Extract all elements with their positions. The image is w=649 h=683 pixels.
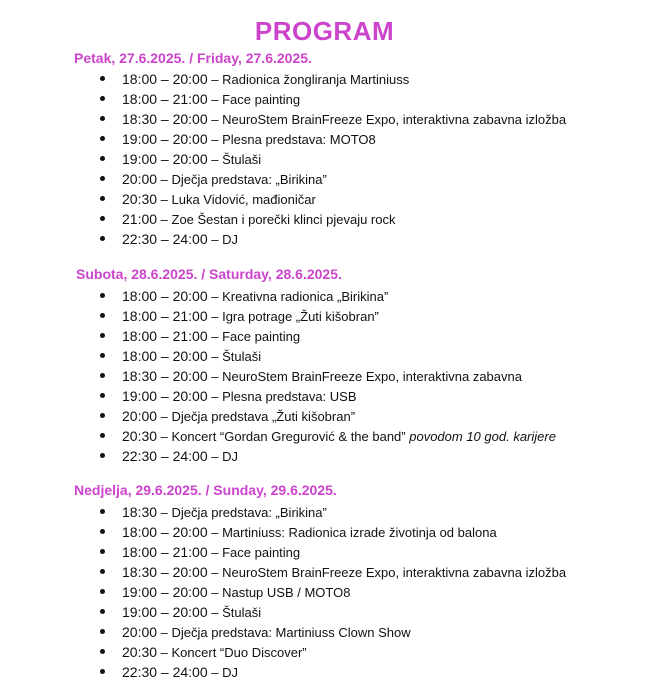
- event-description: – DJ: [207, 665, 238, 680]
- event-description: – Koncert “Duo Discover”: [157, 645, 307, 660]
- event-time: 18:00 – 20:00: [122, 524, 208, 540]
- bullet-icon: [100, 293, 105, 298]
- event-description: – Plesna predstava: MOTO8: [207, 132, 376, 147]
- bullet-icon: [100, 509, 105, 514]
- event-time: 19:00 – 20:00: [122, 604, 208, 620]
- event-time: 20:00: [122, 624, 158, 640]
- bullet-icon: [100, 609, 105, 614]
- bullet-icon: [100, 629, 105, 634]
- event-description: – Štulaši: [207, 349, 262, 364]
- event-description: – Radionica žongliranja Martiniuss: [207, 72, 410, 87]
- event-time: 18:30 – 20:00: [122, 111, 208, 127]
- bullet-icon: [100, 373, 105, 378]
- event-description: – Luka Vidović, mađioničar: [157, 192, 316, 207]
- event-description: – Face painting: [207, 329, 301, 344]
- page-title: PROGRAM: [254, 16, 395, 46]
- event-time: 20:00: [122, 408, 158, 424]
- event-description: – Face painting: [207, 545, 301, 560]
- event-time: 19:00 – 20:00: [122, 584, 208, 600]
- event-description: – DJ: [207, 449, 238, 464]
- event-time: 18:00 – 21:00: [122, 328, 208, 344]
- day-heading: Petak, 27.6.2025. / Friday, 27.6.2025.: [74, 50, 312, 66]
- event-time: 22:30 – 24:00: [122, 448, 208, 464]
- bullet-icon: [100, 76, 105, 81]
- event-description: – Koncert “Gordan Gregurović & the band”: [157, 429, 406, 444]
- day-heading: Nedjelja, 29.6.2025. / Sunday, 29.6.2025.: [74, 482, 337, 498]
- event-time: 18:00 – 21:00: [122, 308, 208, 324]
- event-time: 19:00 – 20:00: [122, 131, 208, 147]
- bullet-icon: [100, 453, 105, 458]
- event-description: – Igra potrage „Žuti kišobran”: [207, 309, 379, 324]
- event-description: – Nastup USB / MOTO8: [207, 585, 351, 600]
- event-time: 22:30 – 24:00: [122, 664, 208, 680]
- bullet-icon: [100, 236, 105, 241]
- event-description: – Štulaši: [207, 605, 262, 620]
- event-description: – Zoe Šestan i porečki klinci pjevaju rock: [157, 212, 396, 227]
- bullet-icon: [100, 353, 105, 358]
- event-time: 18:00 – 20:00: [122, 288, 208, 304]
- event-description: – DJ: [207, 232, 238, 247]
- event-description: – Dječja predstava „Žuti kišobran”: [157, 409, 356, 424]
- event-time: 18:00 – 20:00: [122, 348, 208, 364]
- bullet-icon: [100, 669, 105, 674]
- event-time: 20:30: [122, 644, 158, 660]
- event-description: – NeuroStem BrainFreeze Expo, interaktivna zabavna izložba: [207, 565, 567, 580]
- event-description: – Dječja predstava: Martiniuss Clown Show: [157, 625, 411, 640]
- bullet-icon: [100, 393, 105, 398]
- event-time: 19:00 – 20:00: [122, 151, 208, 167]
- bullet-icon: [100, 196, 105, 201]
- event-time: 18:30 – 20:00: [122, 368, 208, 384]
- event-time: 20:30: [122, 428, 158, 444]
- event-time: 18:30 – 20:00: [122, 564, 208, 580]
- event-time: 22:30 – 24:00: [122, 231, 208, 247]
- event-description: – NeuroStem BrainFreeze Expo, interaktivna zabavna izložba: [207, 112, 567, 127]
- bullet-icon: [100, 433, 105, 438]
- event-note: povodom 10 god. karijere: [405, 429, 556, 444]
- bullet-icon: [100, 313, 105, 318]
- bullet-icon: [100, 569, 105, 574]
- event-time: 19:00 – 20:00: [122, 388, 208, 404]
- bullet-icon: [100, 589, 105, 594]
- event-description: – Kreativna radionica „Birikina”: [207, 289, 389, 304]
- event-description: – Martiniuss: Radionica izrade životinja od balona: [207, 525, 497, 540]
- bullet-icon: [100, 116, 105, 121]
- event-description: – NeuroStem BrainFreeze Expo, interaktivna zabavna: [207, 369, 522, 384]
- event-description: – Dječja predstava: „Birikina”: [157, 505, 327, 520]
- event-time: 21:00: [122, 211, 158, 227]
- event-time: 18:00 – 21:00: [122, 91, 208, 107]
- bullet-icon: [100, 649, 105, 654]
- bullet-icon: [100, 413, 105, 418]
- bullet-icon: [100, 96, 105, 101]
- event-time: 18:00 – 21:00: [122, 544, 208, 560]
- event-time: 18:00 – 20:00: [122, 71, 208, 87]
- event-description: – Face painting: [207, 92, 301, 107]
- event-time: 20:00: [122, 171, 158, 187]
- event-description: – Dječja predstava: „Birikina”: [157, 172, 327, 187]
- event-time: 20:30: [122, 191, 158, 207]
- bullet-icon: [100, 549, 105, 554]
- event-description: – Štulaši: [207, 152, 262, 167]
- bullet-icon: [100, 136, 105, 141]
- event-time: 18:30: [122, 504, 158, 520]
- bullet-icon: [100, 156, 105, 161]
- bullet-icon: [100, 333, 105, 338]
- bullet-icon: [100, 176, 105, 181]
- bullet-icon: [100, 529, 105, 534]
- event-description: – Plesna predstava: USB: [207, 389, 357, 404]
- day-heading: Subota, 28.6.2025. / Saturday, 28.6.2025.: [76, 266, 342, 282]
- bullet-icon: [100, 216, 105, 221]
